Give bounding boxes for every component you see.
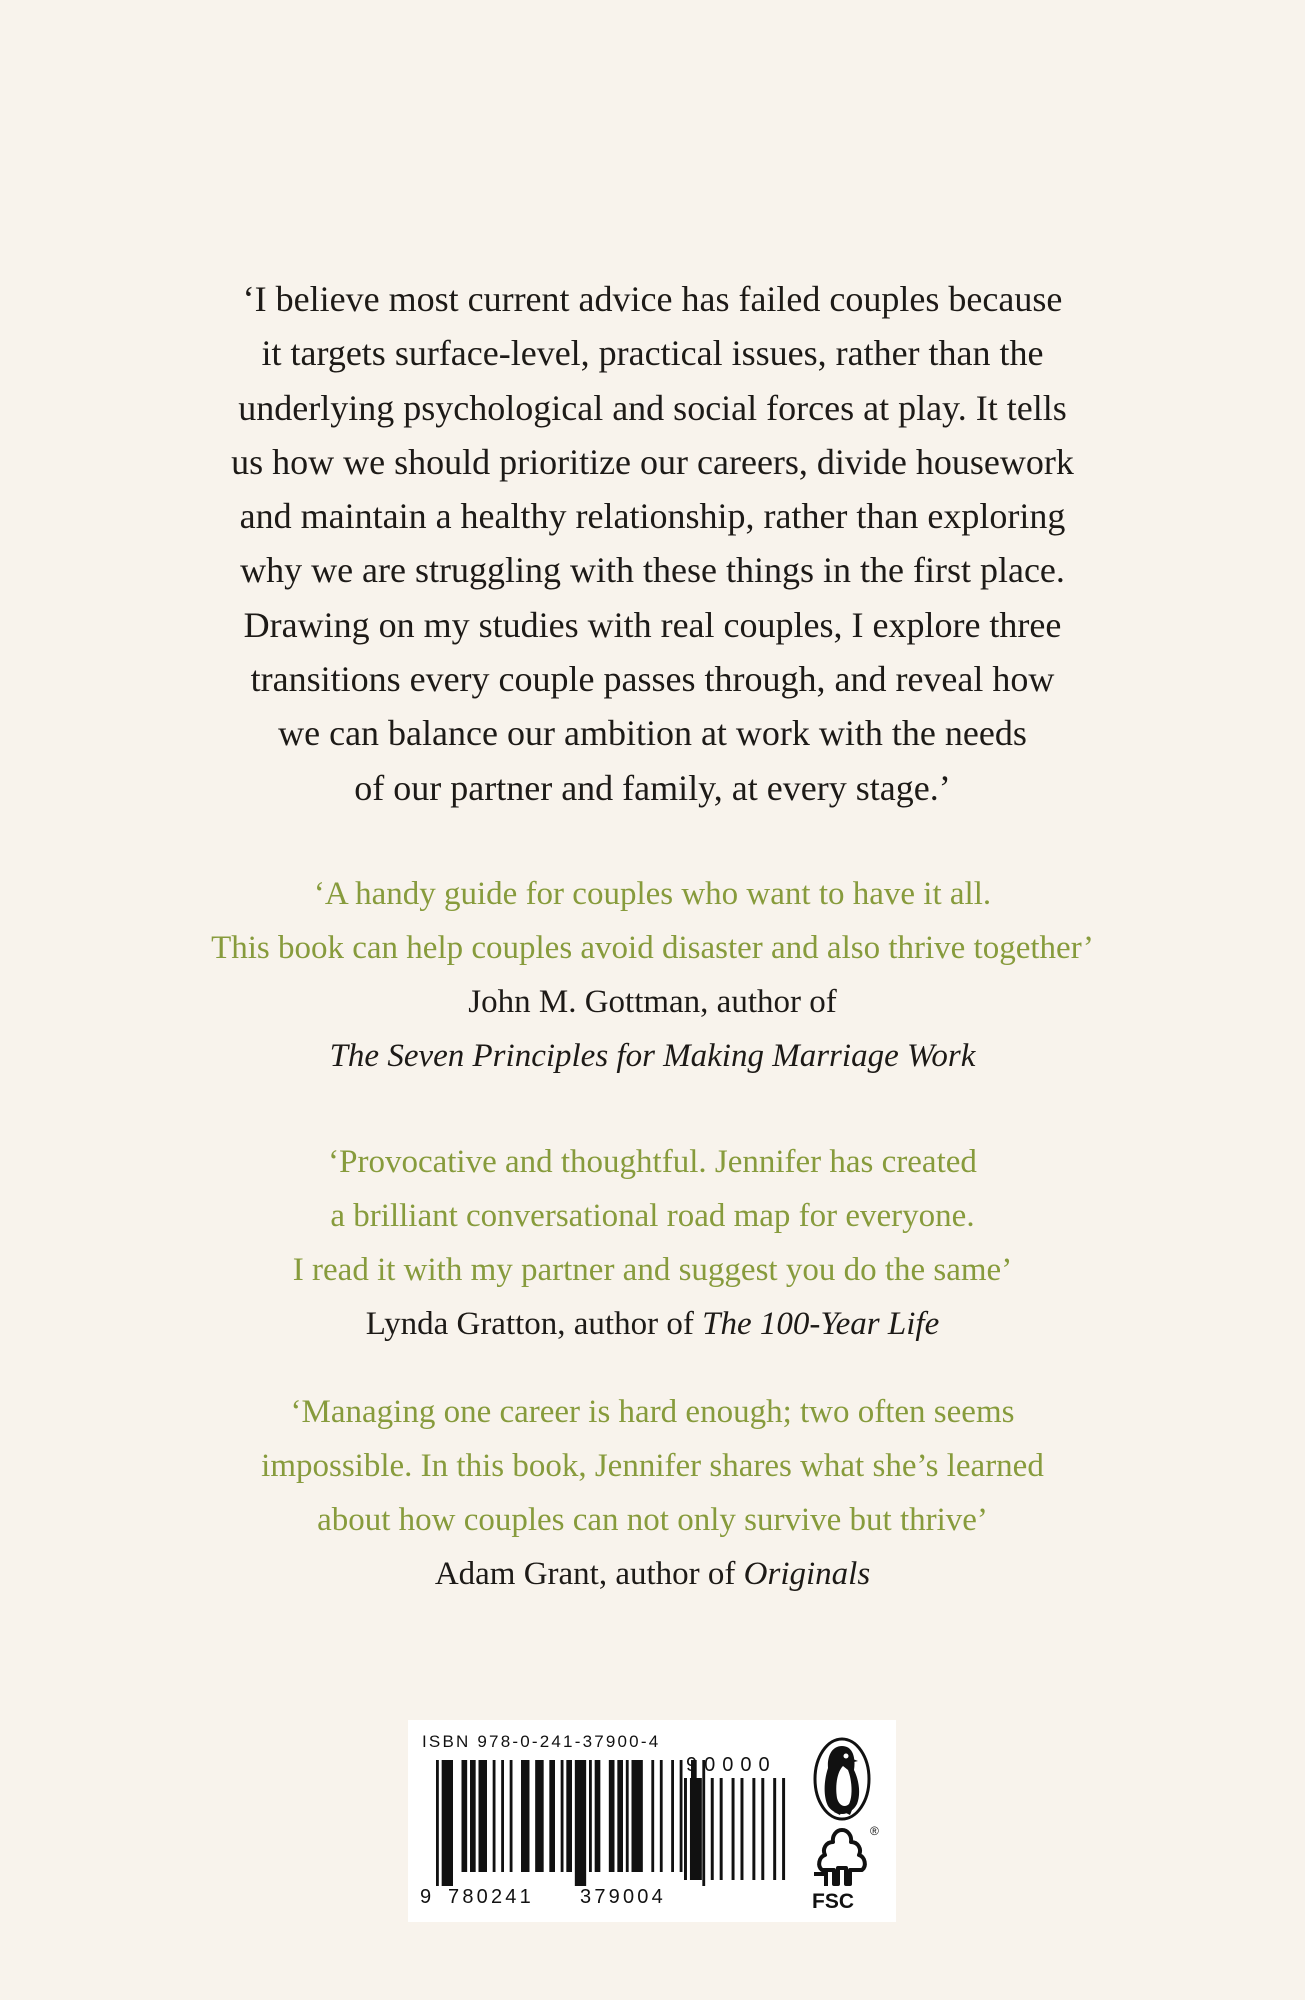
statement-line: us how we should prioritize our careers, divide housework [231, 441, 1074, 482]
barcode-digit-lead: 9 [420, 1886, 435, 1908]
blurb-quote-line: about how couples can not only survive but thrive’ [317, 1502, 988, 1538]
blurb-grant [100, 1385, 1205, 1601]
blurb-attribution: Adam Grant, author of [434, 1556, 736, 1592]
blurb-work-title: The 100-Year Life [702, 1306, 940, 1342]
statement-line: it targets surface-level, practical issues, rather than the [261, 333, 1044, 374]
barcode-bar [752, 1778, 755, 1880]
blurb-quote-line: a brilliant conversational road map for everyone. [330, 1198, 975, 1234]
barcode-bar [761, 1778, 764, 1880]
barcode-bar [782, 1778, 785, 1880]
barcode-bar [442, 1760, 453, 1886]
barcode-bar [732, 1778, 735, 1880]
statement-line: transitions every couple passes through, and reveal how [250, 659, 1055, 700]
barcode-bar [740, 1778, 743, 1880]
barcode-bar [690, 1778, 702, 1880]
fsc-label: FSC [812, 1890, 854, 1913]
barcode-bar [501, 1760, 504, 1872]
statement-line: of our partner and family, at every stage.’ [354, 767, 951, 808]
barcode-bar [535, 1760, 544, 1872]
barcode-bar [632, 1760, 643, 1872]
blurb-gratton [100, 1135, 1205, 1351]
barcode-bar [521, 1760, 530, 1872]
price-addon-barcode [684, 1778, 794, 1894]
blurb-work-title: The Seven Principles for Making Marriage Work [329, 1038, 976, 1074]
blurb-quote-line: ‘Provocative and thoughtful. Jennifer has created [328, 1144, 977, 1180]
statement-line: ‘I believe most current advice has failed couples because [242, 279, 1063, 319]
statement-line: we can balance our ambition at work with the needs [278, 713, 1027, 754]
barcode-bar [493, 1760, 496, 1872]
barcode-bar [711, 1778, 714, 1880]
blurb-attribution-line [100, 1297, 1205, 1351]
price-addon-digits: 90000 [686, 1754, 777, 1776]
barcode-digits-right: 379004 [580, 1886, 666, 1908]
barcode-bar [617, 1760, 623, 1872]
isbn-barcode [436, 1760, 708, 1886]
blurb-attribution: Lynda Gratton, author of [365, 1306, 694, 1342]
barcode-bar [651, 1760, 654, 1872]
blurb-gottman [100, 867, 1205, 1083]
statement-line: underlying psychological and social forces at play. It tells [238, 387, 1067, 428]
barcode-bar [609, 1760, 615, 1872]
author-statement [150, 272, 1155, 815]
barcode-bar [510, 1760, 513, 1872]
statement-line: and maintain a healthy relationship, rather than exploring [239, 496, 1066, 537]
barcode-bar [589, 1760, 592, 1872]
barcode-bar [680, 1760, 683, 1872]
barcode-bar [549, 1760, 555, 1872]
blurb-quote-line: I read it with my partner and suggest you do the same’ [292, 1252, 1013, 1288]
blurb-quote-line: ‘Managing one career is hard enough; two often seems [290, 1394, 1015, 1430]
barcode-bar [479, 1760, 488, 1872]
isbn-label: ISBN 978-0-241-37900-4 [422, 1732, 661, 1751]
blurb-quote-line: This book can help couples avoid disaster and also thrive together’ [211, 930, 1094, 966]
barcode-digits-left: 780241 [448, 1886, 534, 1908]
barcode-panel [408, 1720, 896, 1922]
barcode-bar [684, 1778, 687, 1880]
fsc-registered-mark: ® [870, 1824, 879, 1838]
blurb-attribution-line [100, 1547, 1205, 1601]
statement-line: why we are struggling with these things in the first place. [240, 550, 1065, 591]
barcode-bar [671, 1760, 674, 1872]
barcode-bar [566, 1760, 572, 1872]
barcode-bar [595, 1760, 601, 1872]
penguin-logo-icon [812, 1736, 872, 1822]
blurb-work-title: Originals [743, 1556, 871, 1592]
statement-line: Drawing on my studies with real couples, I explore three [243, 604, 1062, 645]
blurb-quote-line: ‘A handy guide for couples who want to have it all. [313, 876, 992, 912]
blurb-attribution: John M. Gottman, author of [468, 984, 837, 1020]
barcode-bar [561, 1760, 564, 1872]
barcode-bar [773, 1778, 776, 1880]
barcode-bar [436, 1760, 439, 1886]
barcode-bar [660, 1760, 663, 1872]
blurb-quote-line: impossible. In this book, Jennifer shares what she’s learned [261, 1448, 1044, 1484]
barcode-bar [470, 1760, 476, 1872]
barcode-bar [720, 1778, 723, 1880]
barcode-bar [462, 1760, 468, 1872]
barcode-bar [575, 1760, 586, 1886]
barcode-bar [626, 1760, 629, 1872]
